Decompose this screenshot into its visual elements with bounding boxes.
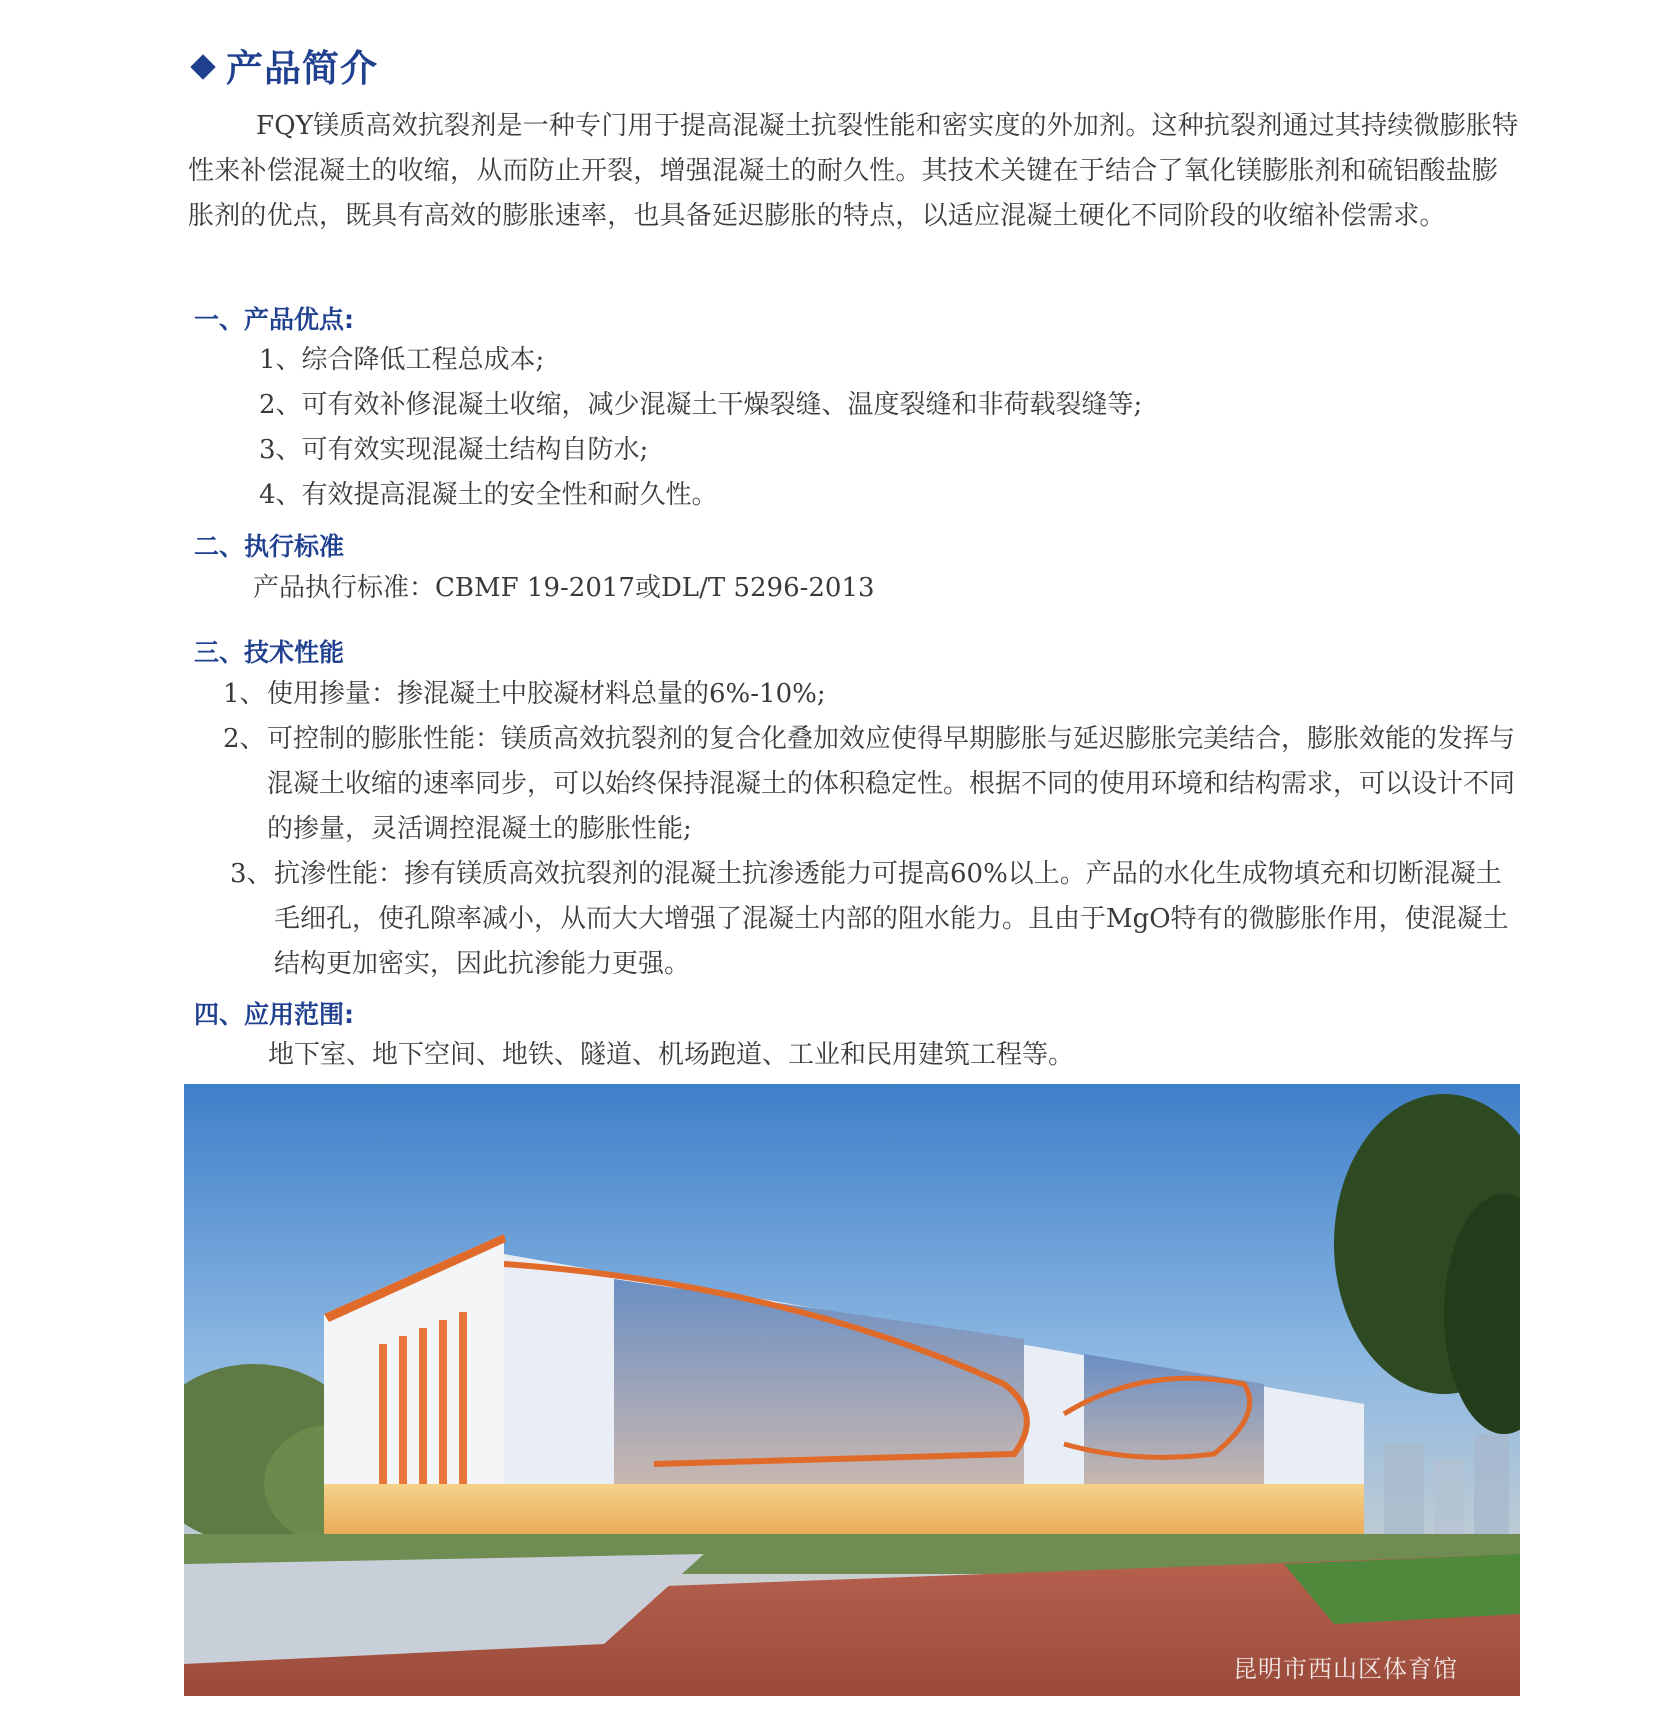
section-heading-application: 四、应用范围: — [194, 1000, 354, 1029]
stadium-photo — [184, 1084, 1520, 1696]
orange-fin — [419, 1328, 427, 1484]
performance-item-text: 抗渗性能：掺有镁质高效抗裂剂的混凝土抗渗透能力可提高60%以上。产品的水化生成物填充和切断混凝土毛细孔，使孔隙率减小，从而大大增强了混凝土内部的阻水能力。且由于MgO特有的微膨胀作用，使混凝土结构更加密实，因此抗渗能力更强。 — [274, 859, 1509, 979]
advantage-item: 3、可有效实现混凝土结构自防水; — [259, 435, 649, 465]
page-title-text: 产品简介 — [226, 47, 378, 90]
performance-item — [230, 852, 1523, 987]
stadium-illustration — [184, 1084, 1520, 1696]
photo-caption: 昆明市西山区体育馆 — [1233, 1655, 1458, 1683]
advantage-item: 4、有效提高混凝土的安全性和耐久性。 — [259, 480, 718, 510]
orange-fin — [399, 1336, 407, 1484]
performance-item-text: 可控制的膨胀性能：镁质高效抗裂剂的复合化叠加效应使得早期膨胀与延迟膨胀完美结合，膨胀效能的发挥与混凝土收缩的速率同步，可以始终保持混凝土的体积稳定性。根据不同的使用环境和结构需求，可以设计不同的掺量，灵活调控混凝土的膨胀性能; — [267, 724, 1516, 844]
application-text: 地下室、地下空间、地铁、隧道、机场跑道、工业和民用建筑工程等。 — [268, 1040, 1075, 1070]
orange-fin — [459, 1312, 467, 1484]
distant-tower — [1384, 1444, 1424, 1534]
distant-tower — [1474, 1434, 1509, 1534]
intro-paragraph: FQY镁质高效抗裂剂是一种专门用于提高混凝土抗裂性能和密实度的外加剂。这种抗裂剂通过其持续微膨胀特性来补偿混凝土的收缩，从而防止开裂，增强混凝土的耐久性。其技术关键在于结合了氧化镁膨胀剂和硫铝酸盐膨胀剂的优点，既具有高效的膨胀速率，也具备延迟膨胀的特点，以适应混凝土硬化不同阶段的收缩补偿需求。 — [188, 111, 1519, 231]
section-heading-performance: 三、技术性能 — [194, 638, 345, 667]
performance-item-number: 2、 — [223, 724, 266, 754]
advantage-item: 1、综合降低工程总成本; — [259, 345, 545, 375]
performance-item-number: 1、 — [223, 679, 266, 709]
advantage-item: 2、可有效补修混凝土收缩，减少混凝土干燥裂缝、温度裂缝和非荷载裂缝等; — [259, 390, 1143, 420]
performance-item — [223, 717, 1523, 852]
section-heading-standard: 二、执行标准 — [194, 532, 345, 561]
performance-item — [223, 672, 1523, 717]
orange-fin — [439, 1320, 447, 1484]
performance-item-text: 使用掺量：掺混凝土中胶凝材料总量的6%-10%; — [267, 679, 826, 709]
distant-tower — [1434, 1459, 1464, 1534]
section-heading-advantages: 一、产品优点: — [194, 305, 354, 334]
orange-fin — [379, 1344, 387, 1484]
page-title — [194, 38, 378, 92]
performance-item-number: 3、 — [230, 859, 273, 889]
diamond-bullet-icon — [190, 54, 215, 79]
standard-text: 产品执行标准：CBMF 19-2017或DL/T 5296-2013 — [253, 573, 875, 603]
